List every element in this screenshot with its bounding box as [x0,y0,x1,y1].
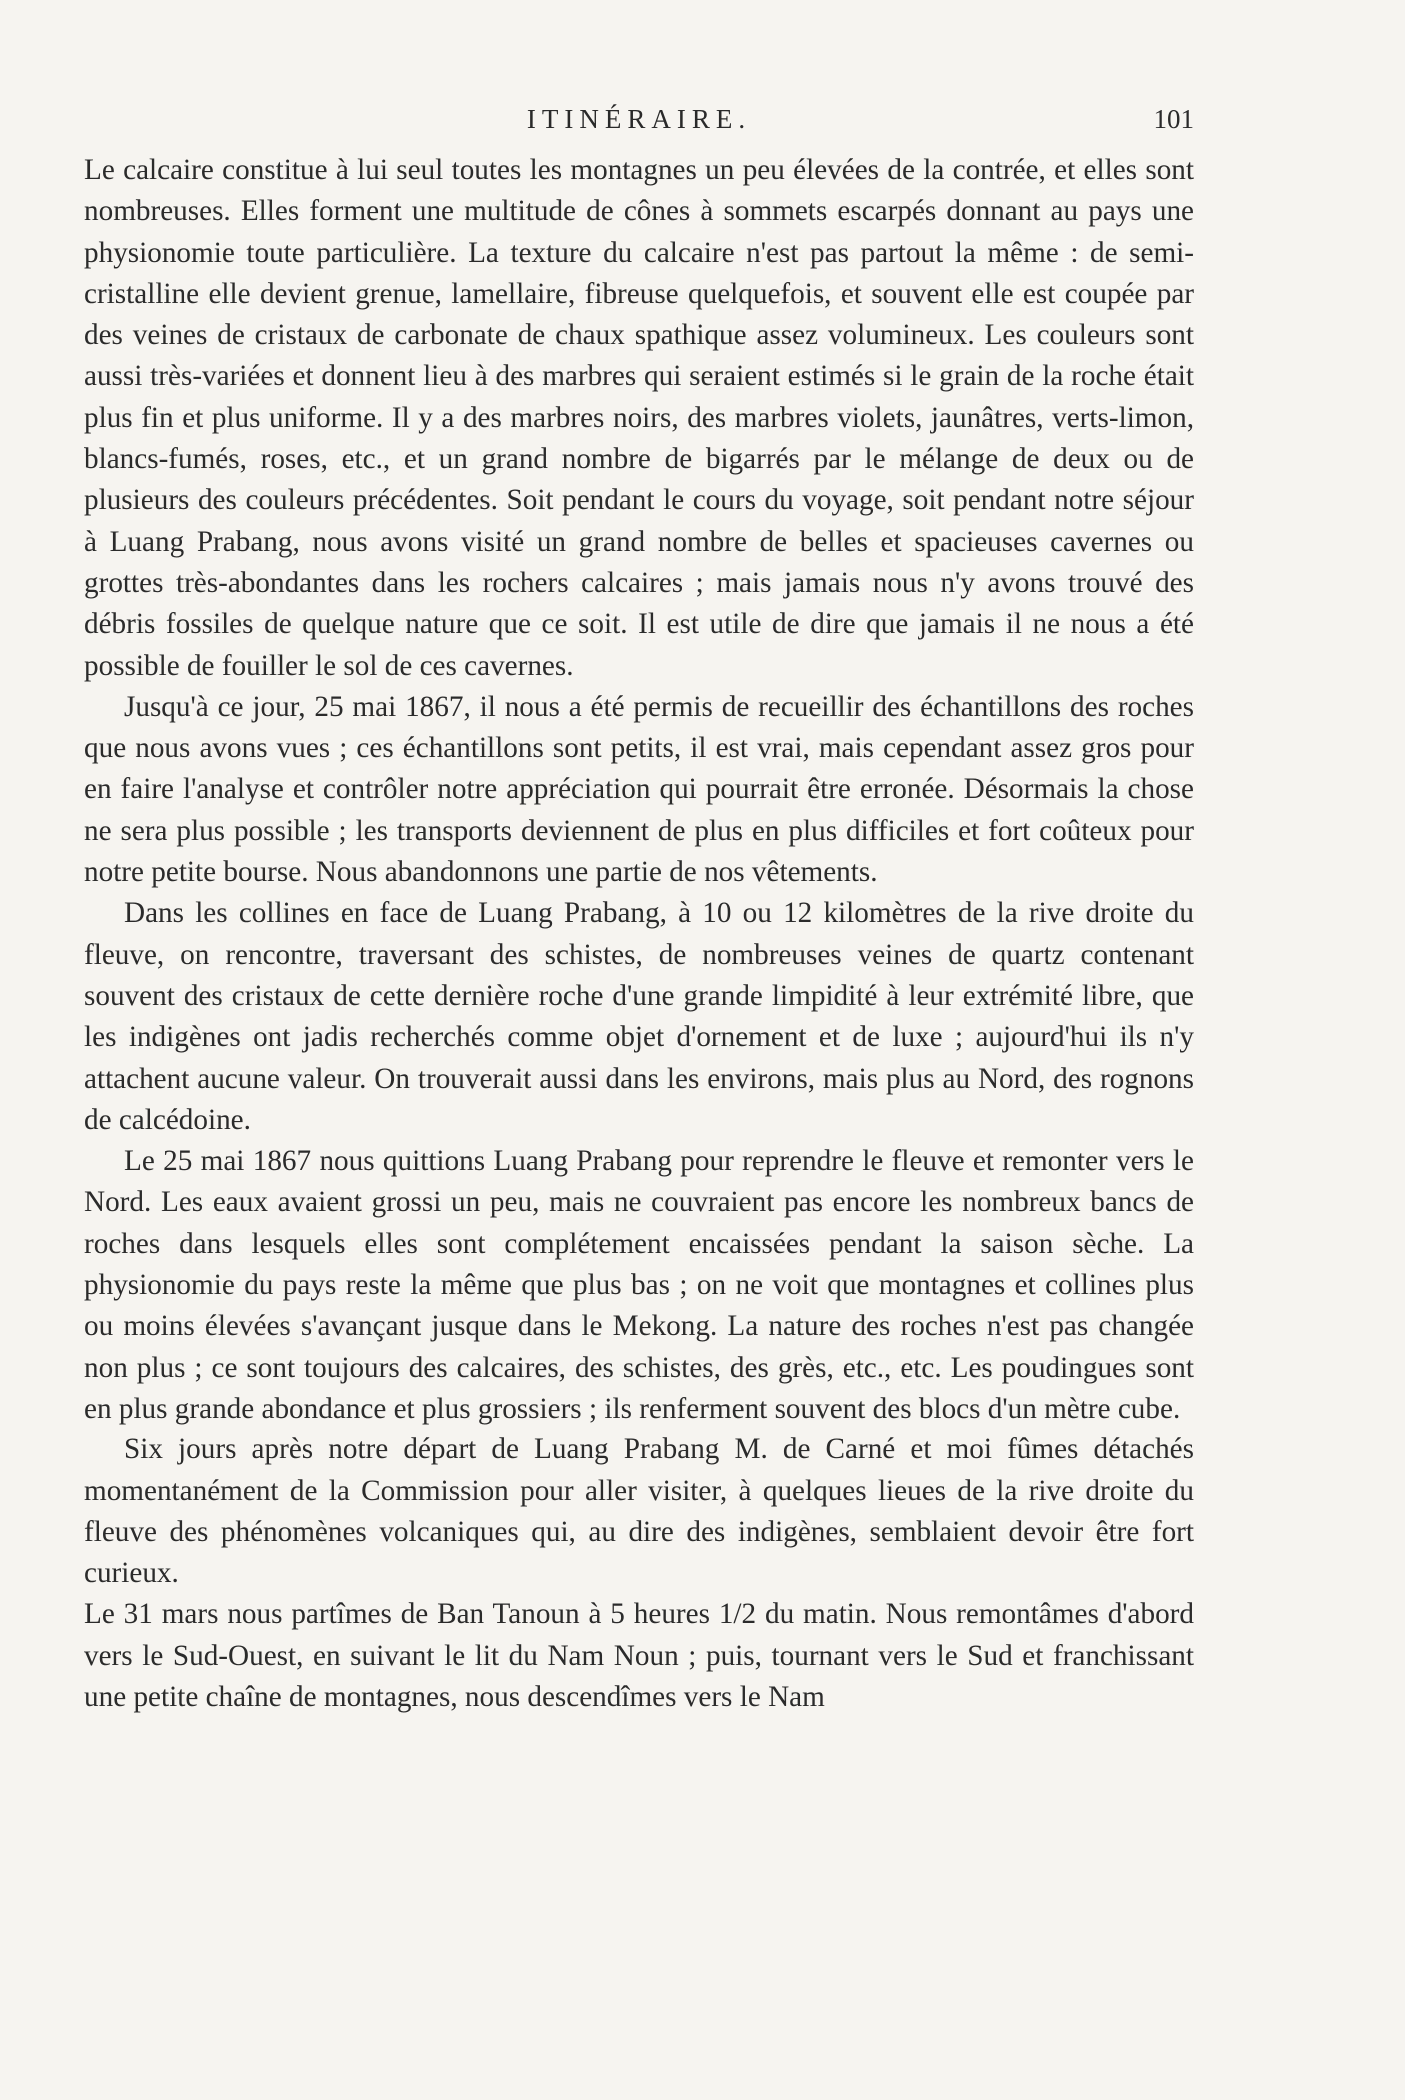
paragraph-1: Le calcaire constitue à lui seul toutes les montagnes un peu élevées de la contrée, et elles sont nombreuses. Elles forment une multitude de cônes à sommets escarpés donnant au pays une physionomie toute particulière. La texture du calcaire n'est pas partout la même : de semi-cristalline elle devient grenue, lamellaire, fibreuse quelquefois, et souvent elle est coupée par des veines de cristaux de carbonate de chaux spathique assez volumineux. Les couleurs sont aussi très-variées et donnent lieu à des marbres qui seraient estimés si le grain de la roche était plus fin et plus uniforme. Il y a des marbres noirs, des marbres violets, jaunâtres, verts-limon, blancs-fumés, roses, etc., et un grand nombre de bigarrés par le mélange de deux ou de plusieurs des couleurs précédentes. Soit pendant le cours du voyage, soit pendant notre séjour à Luang Prabang, nous avons visité un grand nombre de belles et spacieuses cavernes ou grottes très-abondantes dans les rochers calcaires ; mais jamais nous n'y avons trouvé des débris fossiles de quelque nature que ce soit. Il est utile de dire que jamais il ne nous a été possible de fouiller le sol de ces cavernes. [84,154,1194,682]
paragraph-4: Le 25 mai 1867 nous quittions Luang Prabang pour reprendre le fleuve et remonter vers le Nord. Les eaux avaient grossi un peu, mais ne couvraient pas encore les nombreux bancs de roches dans lesquels elles sont complétement encaissées pendant la saison sèche. La physionomie du pays reste la même que plus bas ; on ne voit que montagnes et collines plus ou moins élevées s'avançant jusque dans le Mekong. La nature des roches n'est pas changée non plus ; ce sont toujours des calcaires, des schistes, des grès, etc., etc. Les poudingues sont en plus grande abondance et plus grossiers ; ils renferment souvent des blocs d'un mètre cube. [84,1145,1194,1425]
paragraph-3: Dans les collines en face de Luang Prabang, à 10 ou 12 kilomètres de la rive droite du fleuve, on rencontre, traversant des schistes, de nombreuses veines de quartz contenant souvent des cristaux de cette dernière roche d'une grande limpidité à leur extrémité libre, que les indigènes ont jadis recherchés comme objet d'ornement et de luxe ; aujourd'hui ils n'y attachent aucune valeur. On trouverait aussi dans les environs, mais plus au Nord, des rognons de calcédoine. [84,897,1194,1136]
page-number: 101 [1153,104,1194,134]
page-header [84,104,1194,144]
paragraph-5: Six jours après notre départ de Luang Prabang M. de Carné et moi fûmes détachés momentanément de la Commission pour aller visiter, à quelques lieues de la rive droite du fleuve des phénomènes volcaniques qui, au dire des indigènes, semblaient devoir être fort curieux. [84,1433,1194,1590]
paragraph-6: Le 31 mars nous partîmes de Ban Tanoun à 5 heures 1/2 du matin. Nous remontâmes d'abord vers le Sud-Ouest, en suivant le lit du Nam Noun ; puis, tournant vers le Sud et franchissant une petite chaîne de montagnes, nous descendîmes vers le Nam [84,1598,1194,1713]
running-title: ITINÉRAIRE. [526,104,752,134]
paragraph-2: Jusqu'à ce jour, 25 mai 1867, il nous a été permis de recueillir des échantillons des roches que nous avons vues ; ces échantillons sont petits, il est vrai, mais cependant assez gros pour en faire l'analyse et contrôler notre appréciation qui pourrait être erronée. Désormais la chose ne sera plus possible ; les transports deviennent de plus en plus difficiles et fort coûteux pour notre petite bourse. Nous abandonnons une partie de nos vêtements. [84,690,1194,889]
body-text [84,150,1194,1718]
